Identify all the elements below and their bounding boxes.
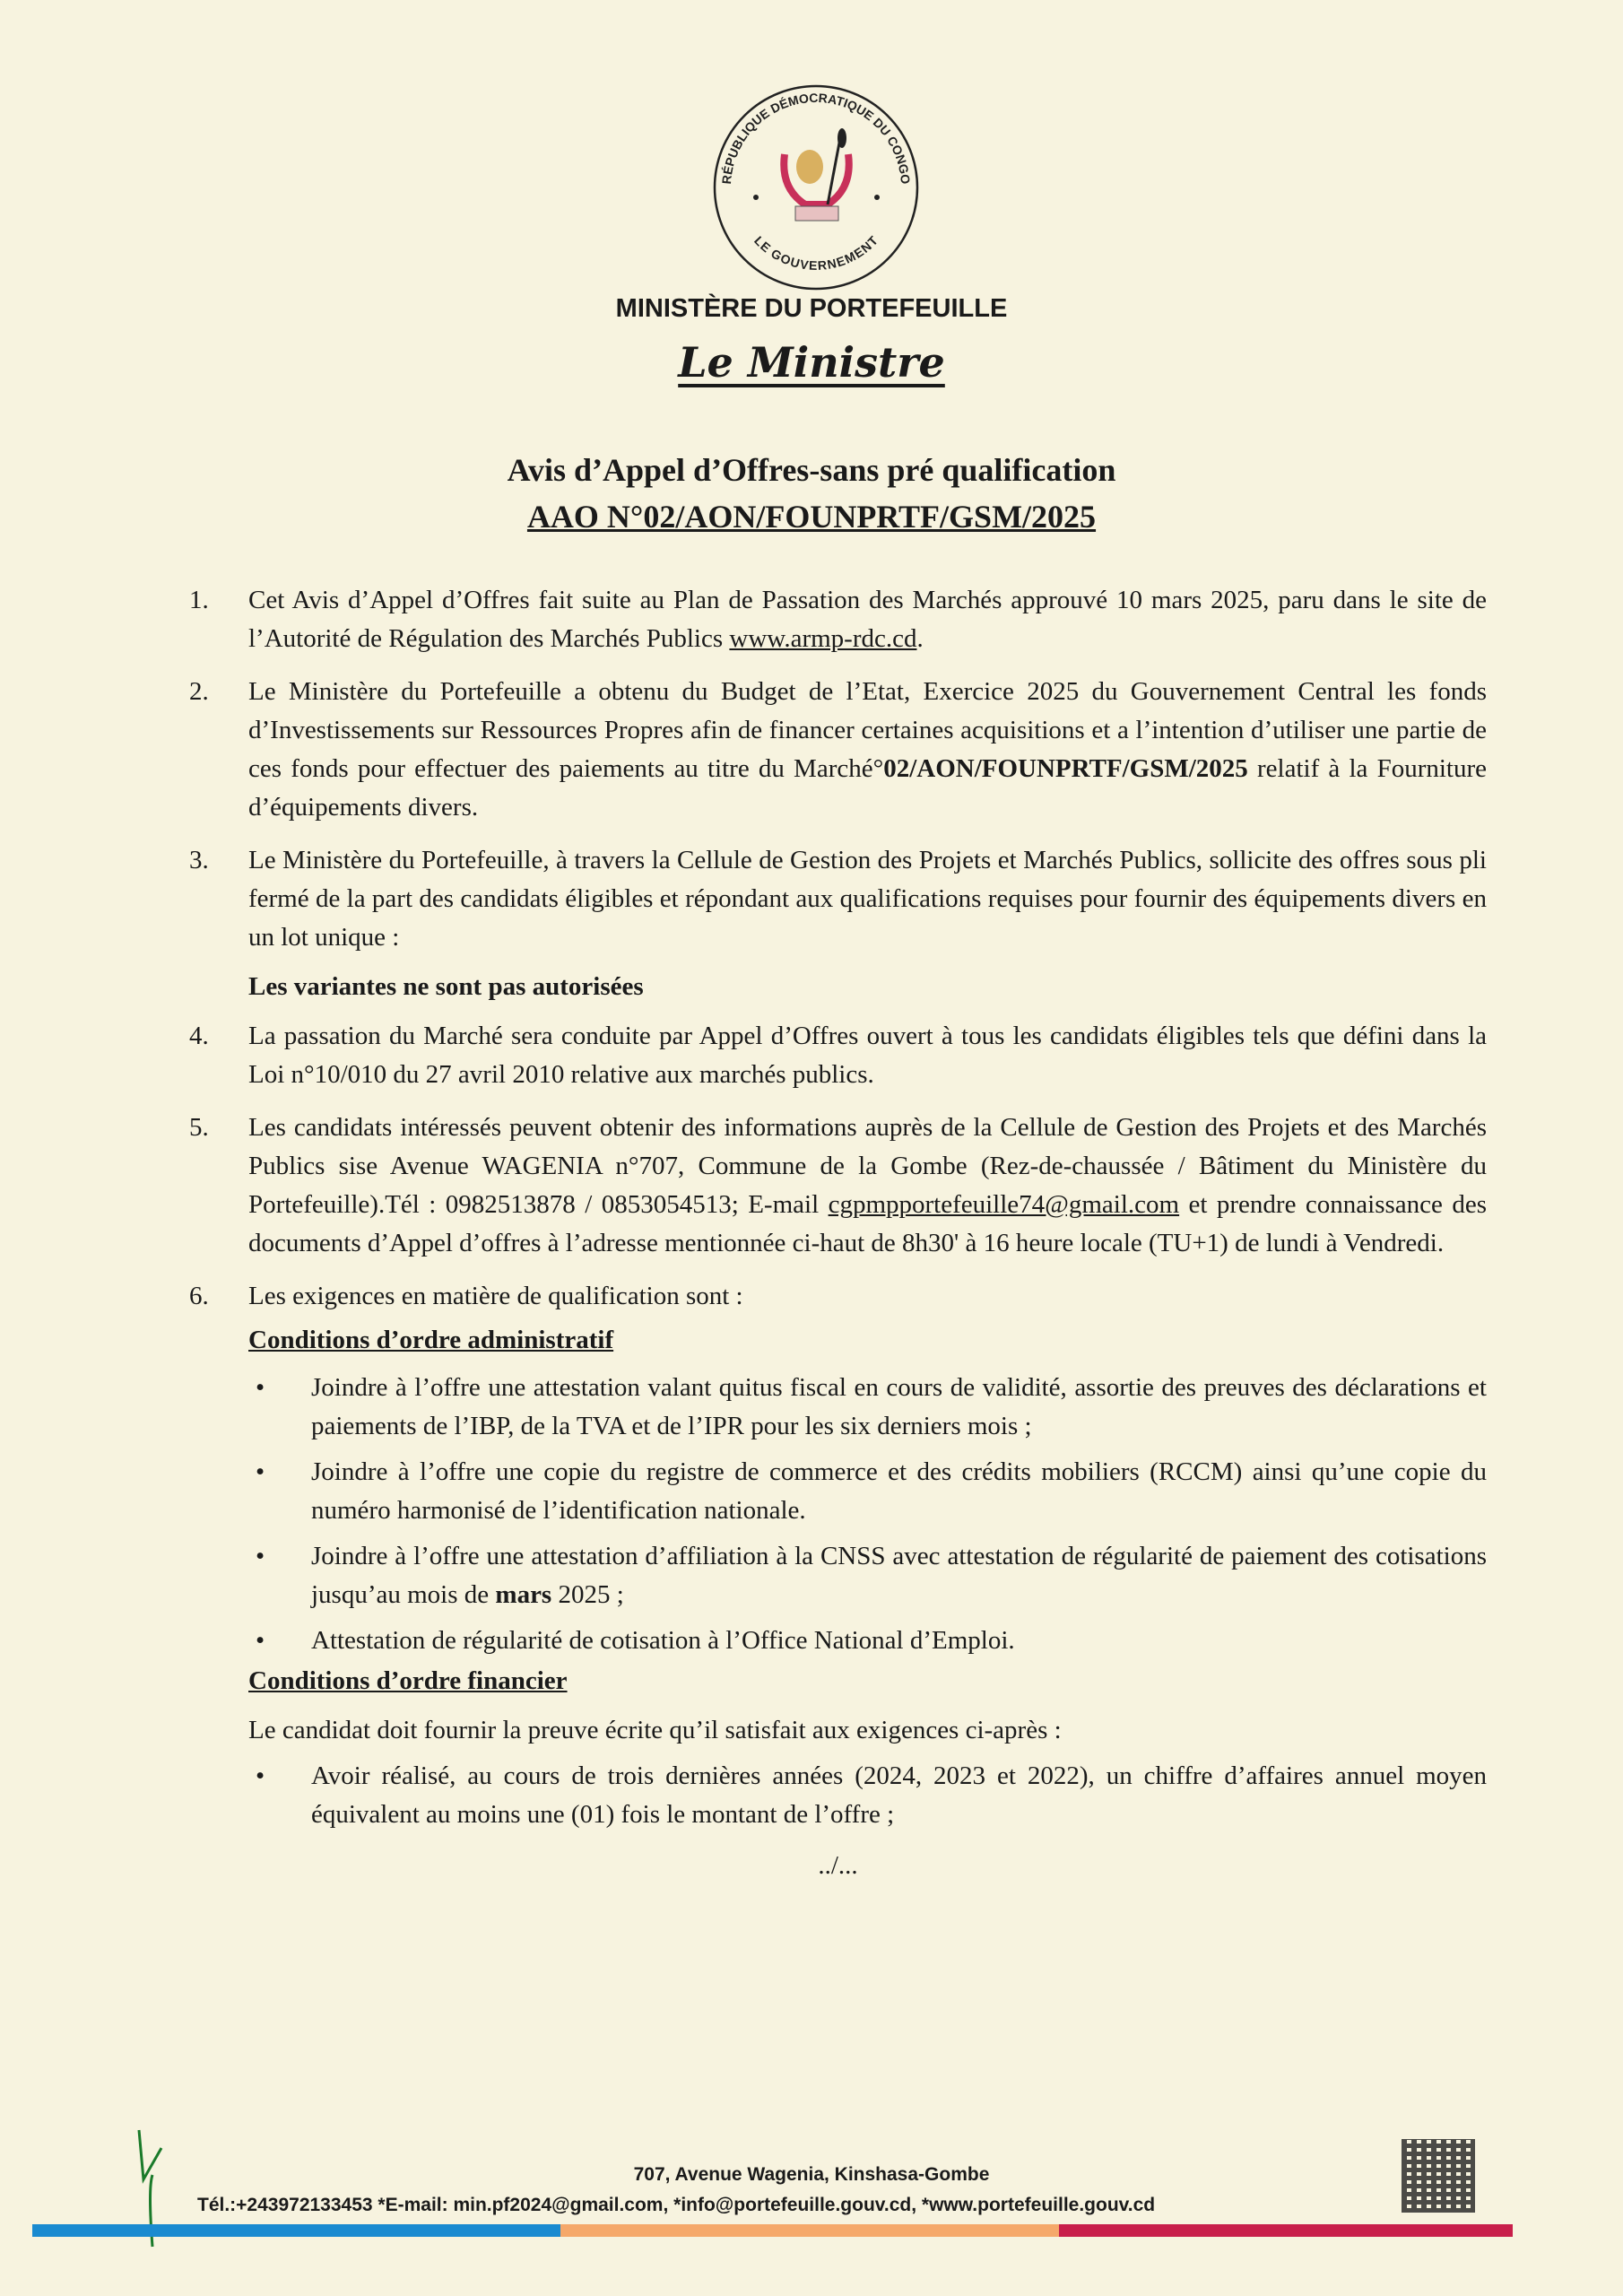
bullet-icon: • xyxy=(256,1373,265,1402)
numbered-item xyxy=(189,1017,1487,1094)
item-number: 3. xyxy=(189,846,209,874)
item-number: 1. xyxy=(189,586,209,614)
footer-bar-red xyxy=(1059,2224,1513,2237)
footer-address: 707, Avenue Wagenia, Kinshasa-Gombe xyxy=(633,2164,990,2185)
bullet-text: Joindre à l’offre une copie du registre de commerce et des crédits mobiliers (RCCM) ainsi qu’une copie du numéro harmonisé de l’identification nationale. xyxy=(311,1457,1487,1525)
item-text: Les exigences en matière de qualification sont : xyxy=(248,1282,743,1310)
bullet-text: Avoir réalisé, au cours de trois dernières années (2024, 2023 et 2022), un chiffre d’affaires annuel moyen équivalent au moins une (01) fois le montant de l’offre ; xyxy=(311,1761,1487,1829)
footer-bar-blue xyxy=(32,2224,560,2237)
market-reference: 02/AON/FOUNPRTF/GSM/2025 xyxy=(883,754,1248,783)
item-text: Le Ministère du Portefeuille a obtenu du Budget de l’Etat, Exercice 2025 du Gouvernement Central les fonds d’Investissements sur Ressources Propres afin de financer certaines acquisitions et a l’intention d’utiliser une partie de ces fonds pour effectuer des paiements au titre du Marché° xyxy=(248,677,1487,783)
tender-reference: AAO N°02/AON/FOUNPRTF/GSM/2025 xyxy=(526,499,1097,535)
document-body xyxy=(189,581,1487,1885)
bullet-text: Joindre à l’offre une attestation valant quitus fiscal en cours de validité, assortie des preuves des déclarations et paiements de l’IBP, de la TVA et de l’IPR pour les six derniers mois ; xyxy=(311,1373,1487,1440)
minister-heading xyxy=(0,335,1623,400)
bullet-text: Joindre à l’offre une attestation d’affiliation à la CNSS avec attestation de régularité de paiement des cotisations jusqu’au mois de xyxy=(311,1542,1487,1609)
numbered-item xyxy=(189,673,1487,827)
item-number: 6. xyxy=(189,1282,209,1310)
minister-label: Le Ministre xyxy=(678,338,945,387)
bullet-icon: • xyxy=(256,1761,265,1790)
bullet-item xyxy=(248,1537,1487,1614)
bullet-icon: • xyxy=(256,1542,265,1570)
item-text: relatif à la Fourniture d’équipements divers. xyxy=(248,754,1487,822)
item-text: La passation du Marché sera conduite par Appel d’Offres ouvert à tous les candidats éligibles tels que défini dans la Loi n°10/010 du 27 avril 2010 relative aux marchés publics. xyxy=(248,1022,1487,1089)
footer-contact: Tél.:+243972133453 *E-mail: min.pf2024@gmail.com, *info@portefeuille.gouv.cd, *www.portefeuille.gouv.cd xyxy=(197,2195,1156,2215)
republic-seal-logo xyxy=(711,83,922,293)
document-title xyxy=(0,447,1623,540)
item-number: 2. xyxy=(189,677,209,706)
bullet-bold: mars xyxy=(495,1580,552,1609)
title-line: Avis d’Appel d’Offres-sans pré qualification xyxy=(507,452,1116,488)
variants-note: Les variantes ne sont pas autorisées xyxy=(248,972,644,1001)
bullet-item xyxy=(248,1369,1487,1446)
numbered-item xyxy=(189,1109,1487,1263)
financial-conditions-heading: Conditions d’ordre financier xyxy=(248,1666,568,1695)
svg-text:RÉPUBLIQUE DÉMOCRATIQUE DU CON: RÉPUBLIQUE DÉMOCRATIQUE DU CONGO xyxy=(718,90,914,185)
item-text: et prendre connaissance des documents d’Appel d’offres à l’adresse mentionnée ci-haut de 8h30' à 16 heure locale (TU+1) de lundi à Vendredi. xyxy=(248,1190,1487,1257)
bullet-item xyxy=(248,1757,1487,1834)
svg-text:LE GOUVERNEMENT: LE GOUVERNEMENT xyxy=(751,233,881,274)
bullet-icon: • xyxy=(256,1626,265,1655)
bullet-item xyxy=(248,1453,1487,1530)
numbered-item xyxy=(189,1277,1487,1316)
bullet-item xyxy=(248,1622,1487,1660)
continued-marker: ../... xyxy=(818,1851,858,1880)
item-number: 5. xyxy=(189,1113,209,1142)
email-link[interactable]: cgpmpportefeuille74@gmail.com xyxy=(828,1190,1180,1219)
armp-link[interactable]: www.armp-rdc.cd xyxy=(729,624,917,653)
bullet-icon: • xyxy=(256,1457,265,1486)
footer-bar-orange xyxy=(560,2224,1059,2237)
numbered-item xyxy=(189,841,1487,957)
bullet-text: 2025 ; xyxy=(551,1580,624,1609)
item-text: Cet Avis d’Appel d’Offres fait suite au Plan de Passation des Marchés approuvé 10 mars 2025, paru dans le site de l’Autorité de Régulation des Marchés Publics xyxy=(248,586,1487,653)
financial-intro: Le candidat doit fournir la preuve écrite qu’il satisfait aux exigences ci-après : xyxy=(248,1716,1062,1744)
admin-conditions-heading: Conditions d’ordre administratif xyxy=(248,1326,614,1354)
item-number: 4. xyxy=(189,1022,209,1050)
qr-code xyxy=(1402,2139,1475,2213)
item-text: Les candidats intéressés peuvent obtenir des informations auprès de la Cellule de Gestion des Projets et des Marchés Publics sise Avenue WAGENIA n°707, Commune de la Gombe (Rez-de-chaussée / Bâtiment du Ministère du Portefeuille).Tél : 0982513878 / 0853054513; E-mail xyxy=(248,1113,1487,1219)
numbered-item xyxy=(189,581,1487,658)
bullet-text: Attestation de régularité de cotisation à l’Office National d’Emploi. xyxy=(311,1626,1015,1655)
item-text: Le Ministère du Portefeuille, à travers la Cellule de Gestion des Projets et Marchés Publics, sollicite des offres sous pli fermé de la part des candidats éligibles et répondant aux qualifications requises pour fournir des équipements divers en un lot unique : xyxy=(248,846,1487,952)
ministry-name: MINISTÈRE DU PORTEFEUILLE xyxy=(615,294,1008,323)
item-text: . xyxy=(916,624,924,653)
